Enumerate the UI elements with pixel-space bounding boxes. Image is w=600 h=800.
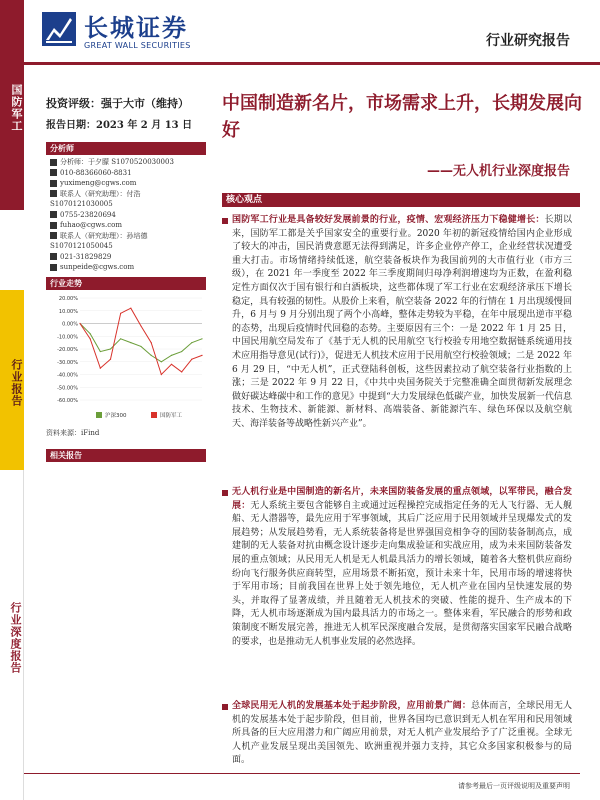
chart-point [120, 313, 121, 314]
sidebar [0, 0, 24, 800]
chart-legend-label: 沪深300 [105, 413, 127, 419]
chart-y-tick-label: -30.00% [57, 359, 78, 366]
chart-point [130, 342, 131, 343]
chart-point [79, 323, 80, 324]
analyst-row: 021-31829829 [50, 252, 210, 263]
analyst-row: S1070121050045 [50, 242, 113, 250]
chart-point [201, 338, 202, 339]
chart-y-tick-label: 20.00% [58, 296, 78, 302]
chart-point [201, 355, 202, 356]
analyst-row: yuximeng@cgws.com [50, 178, 210, 189]
person-icon [50, 232, 57, 239]
chart-point [151, 355, 152, 356]
chart-series-line [80, 324, 202, 362]
person-icon [50, 190, 57, 197]
chart-legend-swatch [151, 412, 157, 418]
analyst-section-header: 分析师 [46, 142, 206, 155]
sidebar-report-type-tag: 行业深度报告 [0, 470, 24, 800]
great-wall-logo-icon [40, 10, 78, 48]
phone-icon [50, 211, 57, 218]
chart-point [191, 342, 192, 343]
sidebar-report-tag: 行业报告 [0, 290, 24, 470]
phone-icon [50, 169, 57, 176]
chart-legend-swatch [96, 412, 102, 418]
core-paragraph: 全球民用无人机的发展基本处于起步阶段，应用前景广阔：总体而言，全球民用无人机的发展基本处于起步阶段，但目前，世界各国均已意识到无人机在军用和民用领域所具备的巨大应用潜力和广阔应用前景，对无人机产业发展给予了广泛重视。全球无人机产业发展呈现出美国领先、欧洲重视并强力支持，其它众多国家积极参与的局面。 [232, 701, 572, 766]
analyst-row: 联系人（研究助理）：孙培德 [50, 231, 210, 242]
phone-icon [50, 253, 57, 260]
page-header [24, 0, 600, 80]
report-subtitle: ——无人机行业深度报告 [426, 164, 570, 179]
chart-source: 资料来源：iFind [46, 429, 100, 437]
bullet-icon [222, 704, 228, 710]
person-icon [50, 159, 57, 166]
investment-rating: 投资评级：强于大市（维持） [46, 97, 189, 110]
chart-section-header: 行业走势 [46, 277, 206, 290]
chart-point [110, 359, 111, 360]
mail-icon [50, 180, 57, 187]
core-view-header: 核心观点 [222, 193, 580, 207]
chart-y-tick-label: 0.00% [62, 321, 78, 328]
report-date: 报告日期：2023 年 2 月 13 日 [46, 120, 193, 131]
core-paragraph: 无人机行业是中国制造的新名片，未来国防装备发展的重点领域，以军带民，融合发展：无人系统主要包含能够自主或通过远程操控完成指定任务的无人飞行器、无人舰船、无人潜器等，最先应用于军事领域，其后广泛应用于民用领域并呈现爆发式的发展趋势；从发展趋势看，无人系统装备将是世界强国竞相争夺的国防装备制高点，成建制的无人装备对抗由概念设计逐步走向集成验证和实战应用，成为未来国防装备发展的重点领域；从民用无人机是无人机最具活力的增长领域，随着各大整机供应商纷纷向飞行服务供应商转型，应用场景不断拓宽，预计未来十年，民用市场的增速将快于军用市场；目前我国在世界上处于领先地位，无人机产业在国内呈快速发展的势头，并取得了显著成绩，并且随着无人机技术的突破、性能的提升、生产成本的下降，无人机市场逐渐成为国内最具活力的市场之一。整体来看，军民融合的形势和政策制度不断发展完善，推进无人机军民深度融合发展，是贯彻落实国家军民融合战略的要求，也是推动无人机事业发展的必然选择。 [232, 487, 572, 647]
chart-point [191, 359, 192, 360]
chart-point [171, 355, 172, 356]
chart-y-tick-label: 10.00% [58, 308, 78, 315]
footer-divider [24, 773, 580, 774]
chart-y-tick-label: -20.00% [57, 347, 78, 353]
bullet-icon [222, 218, 228, 224]
chart-y-tick-label: -40.00% [57, 372, 78, 379]
logo-text-en: GREAT WALL SECURITIES [84, 41, 191, 50]
chart-point [181, 351, 182, 352]
bullet-icon [222, 490, 228, 496]
chart-point [161, 374, 162, 375]
chart-point [161, 361, 162, 362]
chart-y-tick-label: -60.00% [57, 398, 78, 404]
analyst-row: 分析师：于夕朦 S1070520030003 [50, 157, 210, 168]
chart-series-line [80, 308, 202, 374]
chart-point [100, 368, 101, 369]
chart-y-tick-label: -10.00% [57, 334, 78, 341]
header-divider [24, 62, 600, 65]
analyst-row: 010-88366060-8831 [50, 168, 210, 179]
sidebar-industry-tag: 国防军工 [0, 0, 24, 210]
chart-point [181, 371, 182, 372]
analyst-row: fuhao@cgws.com [50, 220, 210, 231]
footer-disclaimer: 请参考最后一页评级说明及重要声明 [458, 782, 570, 790]
related-reports-header: 相关报告 [46, 449, 206, 462]
analyst-row: 0755-23820694 [50, 210, 210, 221]
chart-legend-label: 国防军工 [160, 413, 183, 419]
chart-point [120, 338, 121, 339]
company-logo [40, 8, 230, 58]
report-title: 中国制造新名片，市场需求上升，长期发展向好 [222, 93, 582, 141]
report-type-label: 行业研究报告 [486, 33, 570, 49]
chart-point [171, 364, 172, 365]
chart-point [140, 325, 141, 326]
chart-point [90, 333, 91, 334]
analyst-list [50, 157, 210, 273]
industry-trend-chart [46, 292, 206, 424]
chart-point [90, 338, 91, 339]
chart-point [140, 346, 141, 347]
chart-point [151, 342, 152, 343]
chart-point [110, 348, 111, 349]
core-paragraph: 国防军工行业是具备较好发展前景的行业，疫情、宏观经济压力下稳健增长：长期以来，国防军工都是关乎国家安全的重要行业。2020 年初的新冠疫情给国内企业形成了较大的冲击，国民消费意愿无法得到满足，许多企业停产停工，企业经营状况遭受重大打击。市场情绪持续低迷，航空装备板块作为我国前列的大市值行业（市方三级），在 2021 年一季度至 2022 年三季度期间归母净利润增速均为正数，在盈利稳定性方面仅次于国有银行和白酒板块，这些都体现了军工行业在宏观经济承压下增长稳定，具有较强的韧性。从股价上来看，航空装备 2022 年的行情在 1 月出现缓慢回升，6 月与 9 月分别出现了两个小高峰，整体走势较为平稳，在年中展现出逆市平稳的态势，出现后疫情时代回稳的态势。主要原因有三个：一是 2022 年 1 月 25 日，中国民用航空局发布了《基于无人机的民用航空飞行校验专用地空数据链系统通用技术应用指导意见(试行)》，促进无人机技术应用于民用航空行校验领域；二是 2022 年 6 月 29 日，“中无人机”，正式登陆科创板，这些因素拉动了航空装备行业指数的上涨；三是 2022 年 9 月 22 日，《中共中央国务院关于完整准确全面贯彻新发展理念做好碳达峰碳中和工作的意见》中提到“大力发展绿色低碳产业，加快发展新一代信息技术、生物技术、新能源、新材料、高端装备、新能源汽车、绿色环保以及航空航天、海洋装备等战略性新兴产业”。 [232, 215, 572, 429]
chart-y-tick-label: -50.00% [57, 385, 78, 392]
chart-point [130, 308, 131, 309]
mail-icon [50, 264, 57, 271]
chart-point [100, 351, 101, 352]
analyst-row: sunpeide@cgws.com [50, 262, 210, 273]
analyst-row: 联系人（研究助理）：付浩 [50, 189, 210, 200]
analyst-row: S1070121030005 [50, 200, 113, 208]
logo-text-cn: 长城证券 [84, 14, 188, 42]
mail-icon [50, 222, 57, 229]
